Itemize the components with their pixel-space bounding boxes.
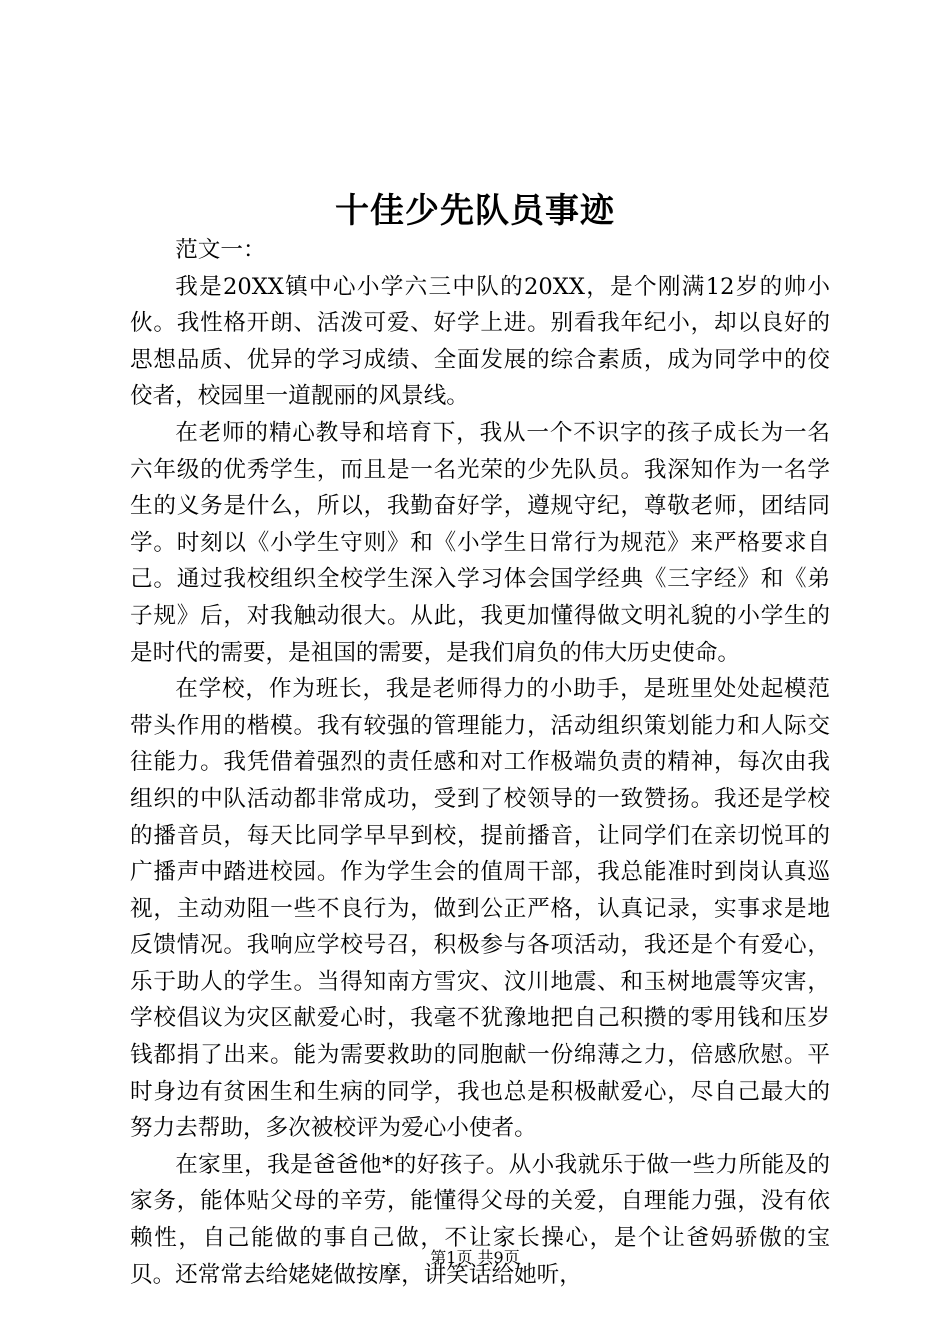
paragraph: 我是20XX镇中心小学六三中队的20XX，是个刚满12岁的帅小伙。我性格开朗、活泼可爱、好学上进。别看我年纪小，却以良好的思想品质、优异的学习成绩、全面发展的综合素质，成为同学中的佼佼者，校园里一道靓丽的风景线。 (130, 273, 830, 410)
paragraph: 在老师的精心教导和培育下，我从一个不识字的孩子成长为一名六年级的优秀学生，而且是一名光荣的少先队员。我深知作为一名学生的义务是什么，所以，我勤奋好学，遵规守纪，尊敬老师，团结同学。时刻以《小学生守则》和《小学生日常行为规范》来严格要求自己。通过我校组织全校学生深入学习体会国学经典《三字经》和《弟子规》后，对我触动很大。从此，我更加懂得做文明礼貌的小学生的是时代的需要，是祖国的需要，是我们肩负的伟大历史使命。 (130, 419, 830, 666)
document-body (130, 232, 830, 1293)
page-title: 十佳少先队员事迹 (335, 191, 615, 231)
paragraph: 在家里，我是爸爸他*的好孩子。从小我就乐于做一些力所能及的家务，能体贴父母的辛劳，能懂得父母的关爱，自理能力强，没有依赖性，自己能做的事自己做，不让家长操心，是个让爸妈骄傲的宝贝。还常常去给姥姥做按摩，讲笑话给她听， (130, 1151, 830, 1288)
paragraph-label: 范文一： (175, 237, 266, 263)
paragraph: 在学校，作为班长，我是老师得力的小助手，是班里处处起模范带头作用的楷模。我有较强的管理能力，活动组织策划能力和人际交往能力。我凭借着强烈的责任感和对工作极端负责的精神，每次由我组织的中队活动都非常成功，受到了校领导的一致赞扬。我还是学校的播音员，每天比同学早早到校，提前播音，让同学们在亲切悦耳的广播声中踏进校园。作为学生会的值周干部，我总能准时到岗认真巡视，主动劝阻一些不良行为，做到公正严格，认真记录，实事求是地反馈情况。我响应学校号召，积极参与各项活动，我还是个有爱心，乐于助人的学生。当得知南方雪灾、汶川地震、和玉树地震等灾害，学校倡议为灾区献爱心时，我毫不犹豫地把自己积攒的零用钱和压岁钱都捐了出来。能为需要救助的同胞献一份绵薄之力，倍感欣慰。平时身边有贫困生和生病的同学，我也总是积极献爱心，尽自己最大的努力去帮助，多次被校评为爱心小使者。 (130, 676, 830, 1142)
page-footer: 第1页 共9页 (430, 1248, 520, 1267)
